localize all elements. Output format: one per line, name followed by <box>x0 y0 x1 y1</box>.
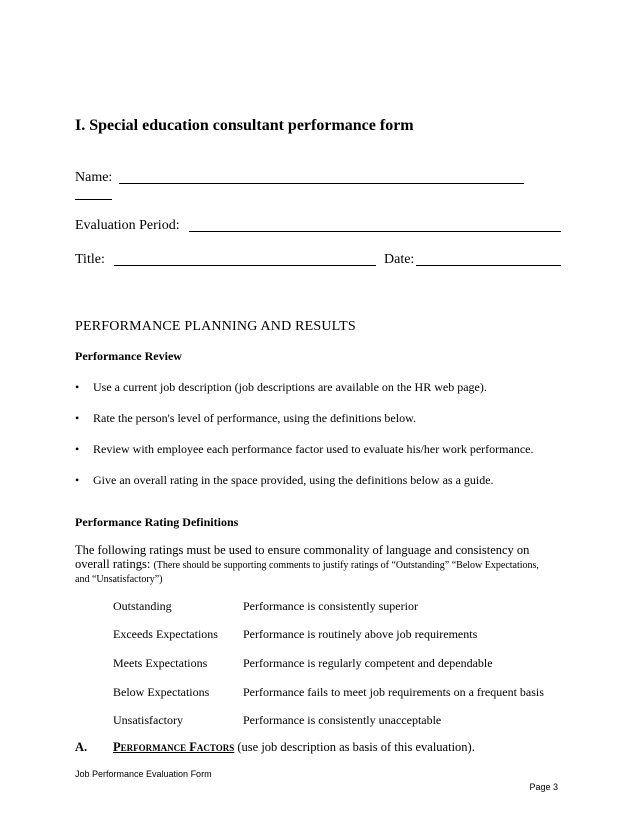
rating-definitions-heading: Performance Rating Definitions <box>75 515 239 529</box>
definitions-intro-main: overall ratings: <box>75 557 151 571</box>
evaluation-period-label: Evaluation Period: <box>75 218 180 233</box>
section-heading: PERFORMANCE PLANNING AND RESULTS <box>75 319 356 334</box>
rating-description: Performance is consistently unacceptable <box>243 713 442 727</box>
name-label: Name: <box>75 170 113 185</box>
performance-factors-label: Performance Factors <box>113 740 235 754</box>
section-letter: A. <box>75 740 88 754</box>
title-label: Title: <box>75 252 105 267</box>
list-item <box>75 380 487 395</box>
rating-level: Unsatisfactory <box>113 713 183 727</box>
rating-level: Meets Expectations <box>113 656 208 670</box>
list-item-text: Rate the person's level of performance, using the definitions below. <box>93 411 416 425</box>
evaluation-period-field-line[interactable] <box>189 231 561 232</box>
rating-row <box>113 656 493 671</box>
bullet-icon: • <box>75 380 80 394</box>
list-item-text: Give an overall rating in the space provided, using the definitions below as a guide. <box>93 473 494 487</box>
name-field-line-continued[interactable] <box>75 199 112 200</box>
date-label: Date: <box>384 252 415 267</box>
rating-level: Outstanding <box>113 599 172 613</box>
date-field-line[interactable] <box>416 265 561 266</box>
definitions-intro-line2 <box>75 557 539 572</box>
rating-description: Performance is regularly competent and dependable <box>243 656 493 670</box>
title-field-line[interactable] <box>114 265 376 266</box>
rating-level: Below Expectations <box>113 685 210 699</box>
list-item <box>75 411 416 426</box>
performance-factors-heading <box>75 740 475 755</box>
bullet-icon: • <box>75 411 80 425</box>
footer-page-number: Page 3 <box>529 782 558 792</box>
rating-row <box>113 627 477 642</box>
performance-factors-note: (use job description as basis of this evaluation). <box>234 740 475 754</box>
rating-row <box>113 685 544 700</box>
rating-level: Exceeds Expectations <box>113 627 218 641</box>
footer-form-name: Job Performance Evaluation Form <box>75 769 212 779</box>
rating-description: Performance is routinely above job requirements <box>243 627 478 641</box>
definitions-intro-note: (There should be supporting comments to justify ratings of “Outstanding” “Below Expectations, <box>153 560 539 571</box>
bullet-icon: • <box>75 473 80 487</box>
rating-description: Performance fails to meet job requirements on a frequent basis <box>243 685 544 699</box>
rating-row <box>113 713 441 728</box>
performance-review-heading: Performance Review <box>75 349 182 363</box>
list-item <box>75 473 494 488</box>
form-title: I. Special education consultant performance form <box>75 117 414 134</box>
rating-description: Performance is consistently superior <box>243 599 418 613</box>
name-field-line[interactable] <box>119 183 524 184</box>
rating-row <box>113 599 418 614</box>
definitions-intro-line3: and “Unsatisfactory”) <box>75 574 163 585</box>
definitions-intro-line1: The following ratings must be used to ensure commonality of language and consistency on <box>75 543 530 557</box>
list-item-text: Use a current job description (job descriptions are available on the HR web page). <box>93 380 487 394</box>
list-item <box>75 442 533 457</box>
list-item-text: Review with employee each performance factor used to evaluate his/her work performance. <box>93 442 534 456</box>
bullet-icon: • <box>75 442 80 456</box>
